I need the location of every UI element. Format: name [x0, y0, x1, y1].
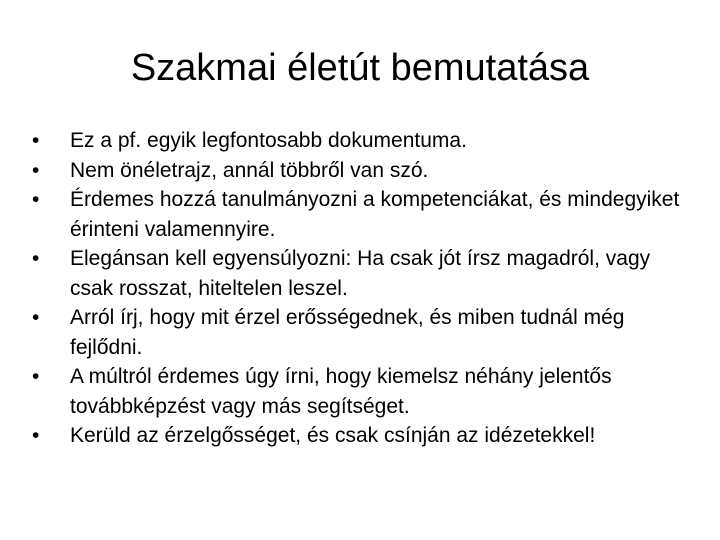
bullet-item — [32, 362, 692, 421]
bullet-text: Arról írj, hogy mit érzel erősségednek, és miben tudnál még fejlődni. — [70, 306, 625, 359]
bullet-point-icon: • — [32, 365, 40, 388]
bullet-item — [32, 244, 692, 303]
bullet-point-icon: • — [32, 158, 40, 182]
bullet-text: Nem önéletrajz, annál többről van szó. — [70, 158, 429, 182]
bullet-text: Érdemes hozzá tanulmányozni a kompetenciákat, és mindegyiket érinteni valamennyire. — [70, 188, 680, 241]
bullet-point-icon: • — [32, 306, 40, 329]
bullet-item — [32, 303, 692, 362]
bullet-point-icon: • — [32, 129, 40, 152]
bullet-item — [32, 421, 692, 451]
bullet-item — [32, 126, 692, 156]
bullet-text: A múltról érdemes úgy írni, hogy kiemelsz néhány jelentős továbbképzést vagy más segítséget. — [70, 365, 612, 418]
bullet-text: Elegánsan kell egyensúlyozni: Ha csak jót írsz magadról, vagy csak rosszat, hiteltelen leszel. — [70, 247, 651, 300]
bullet-list — [32, 126, 692, 451]
bullet-text: Kerüld az érzelgősséget, és csak csínján az idézetekkel! — [70, 424, 596, 447]
bullet-point-icon: • — [32, 188, 40, 211]
bullet-point-icon: • — [32, 424, 40, 447]
bullet-item — [32, 185, 692, 244]
bullet-text: Ez a pf. egyik legfontosabb dokumentuma. — [70, 129, 467, 152]
bullet-point-icon: • — [32, 247, 40, 270]
bullet-item — [32, 156, 692, 186]
slide-title: Szakmai életút bemutatása — [130, 47, 590, 89]
